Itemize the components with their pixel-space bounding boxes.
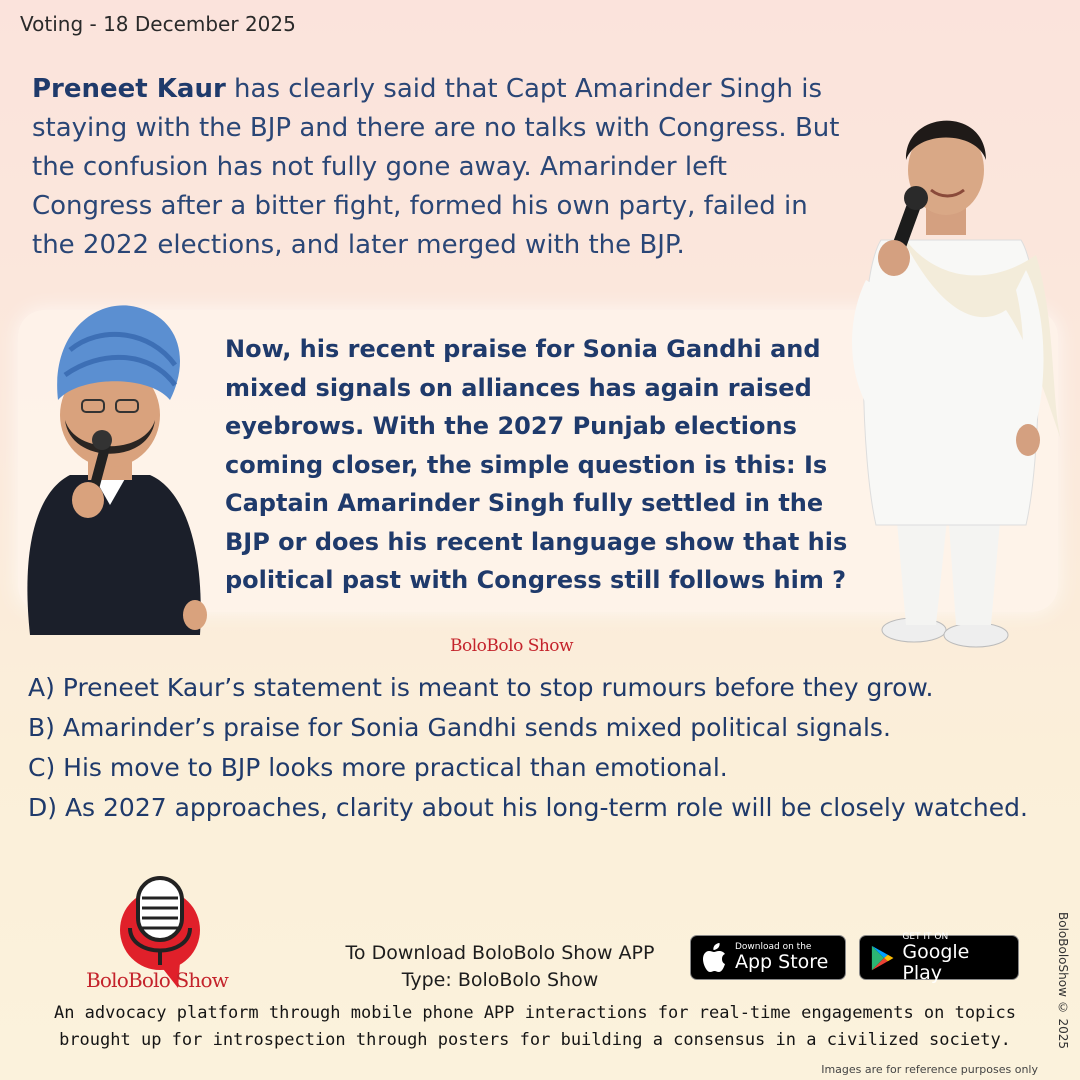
- app-store-big-text: App Store: [735, 951, 829, 973]
- apple-icon: [701, 943, 727, 973]
- preneet-kaur-illustration: [836, 80, 1064, 650]
- date-label: Voting - 18 December 2025: [20, 12, 296, 36]
- question-text: Now, his recent praise for Sonia Gandhi and mixed signals on alliances has again raised eyebrows. With the 2027 Punjab elections coming closer, the simple question is this: Is Captain Amarinder Singh fully settled in the BJP or does his recent language show that his political past with Congress still follows him ?: [225, 335, 848, 594]
- intro-name: Preneet Kaur: [32, 74, 226, 104]
- option-a[interactable]: A) Preneet Kaur’s statement is meant to stop rumours before they grow.: [28, 673, 934, 702]
- answer-options: [28, 668, 1058, 828]
- tagline: An advocacy platform through mobile phone APP interactions for real-time engagements on topics brought up for introspection through posters for building a consensus in a civilized society.: [53, 1003, 1017, 1050]
- download-line-2: Type: BoloBolo Show: [401, 969, 599, 991]
- intro-paragraph: [32, 70, 847, 265]
- option-b[interactable]: B) Amarinder’s praise for Sonia Gandhi sends mixed political signals.: [28, 713, 891, 742]
- option-d[interactable]: D) As 2027 approaches, clarity about his long-term role will be closely watched.: [28, 793, 1028, 822]
- download-line-1: To Download BoloBolo Show APP: [345, 942, 655, 964]
- amarinder-singh-illustration: [10, 290, 210, 635]
- download-instructions: [330, 940, 670, 994]
- copyright-text: BoloBoloShow © 2025: [1056, 912, 1070, 1050]
- app-store-button[interactable]: [690, 935, 846, 980]
- google-play-icon: [870, 944, 894, 972]
- google-play-button[interactable]: [859, 931, 1019, 984]
- google-play-big-text: Google Play: [902, 940, 970, 984]
- disclaimer-text: Images are for reference purposes only: [821, 1063, 1038, 1076]
- app-store-small-text: Download on the: [735, 942, 812, 952]
- brand-watermark: BoloBolo Show: [450, 636, 574, 656]
- logo-text: BoloBolo Show: [86, 968, 229, 992]
- intro-text: has clearly said that Capt Amarinder Singh is staying with the BJP and there are no talks with Congress. But the confusion has not fully gone away. Amarinder left Congress after a bitter fight, formed his own party, failed in the 2022 elections, and later merged with the BJP.: [32, 74, 840, 260]
- google-play-small-text: GET IT ON: [902, 931, 949, 942]
- option-c[interactable]: C) His move to BJP looks more practical than emotional.: [28, 753, 728, 782]
